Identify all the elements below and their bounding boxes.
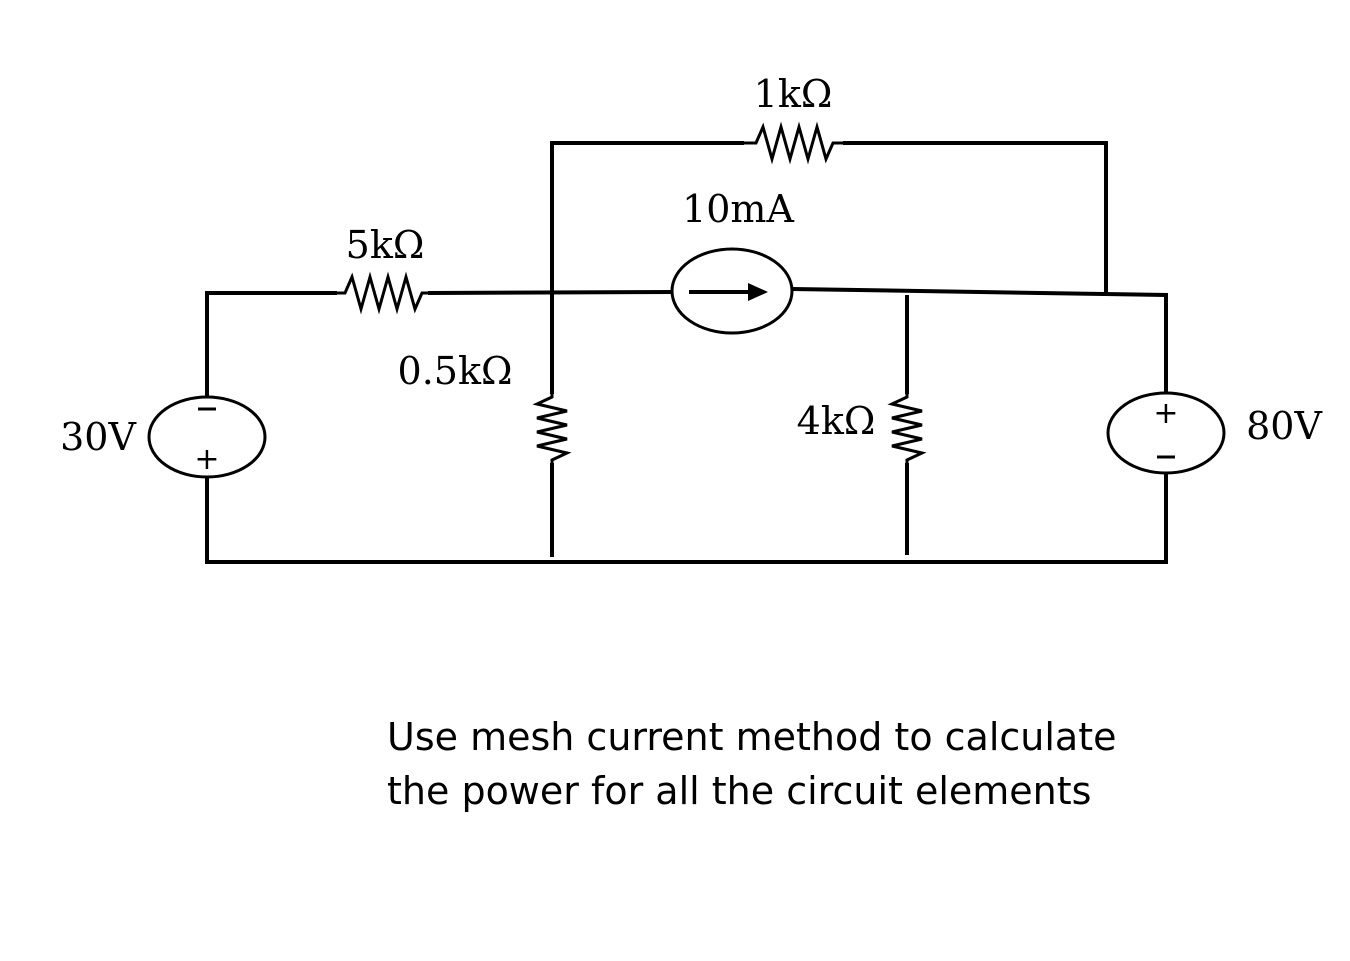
resistor-5k: [335, 223, 430, 309]
resistor-1k: [742, 72, 845, 159]
resistor-5k-label: 5kΩ: [345, 223, 425, 267]
problem-statement: [387, 710, 1287, 818]
voltage-source-30v: [60, 397, 265, 477]
voltage-source-80v-label: 80V: [1246, 404, 1322, 448]
resistor-1k-label: 1kΩ: [753, 72, 833, 116]
resistor-0.5k-label: 0.5kΩ: [397, 349, 513, 393]
problem-line-2: the power for all the circuit elements: [387, 769, 1092, 813]
problem-line-1: Use mesh current method to calculate: [387, 715, 1117, 759]
resistor-4k-label: 4kΩ: [796, 399, 876, 443]
plus-sign: +: [1153, 396, 1179, 431]
voltage-source-30v-label: 30V: [60, 415, 136, 459]
resistor-4k: [797, 392, 922, 465]
plus-sign: +: [194, 442, 220, 477]
current-source-label: 10mA: [682, 187, 794, 231]
current-source: [672, 187, 794, 333]
resistor-0.5k: [398, 349, 567, 465]
voltage-source-80v: [1108, 393, 1322, 473]
